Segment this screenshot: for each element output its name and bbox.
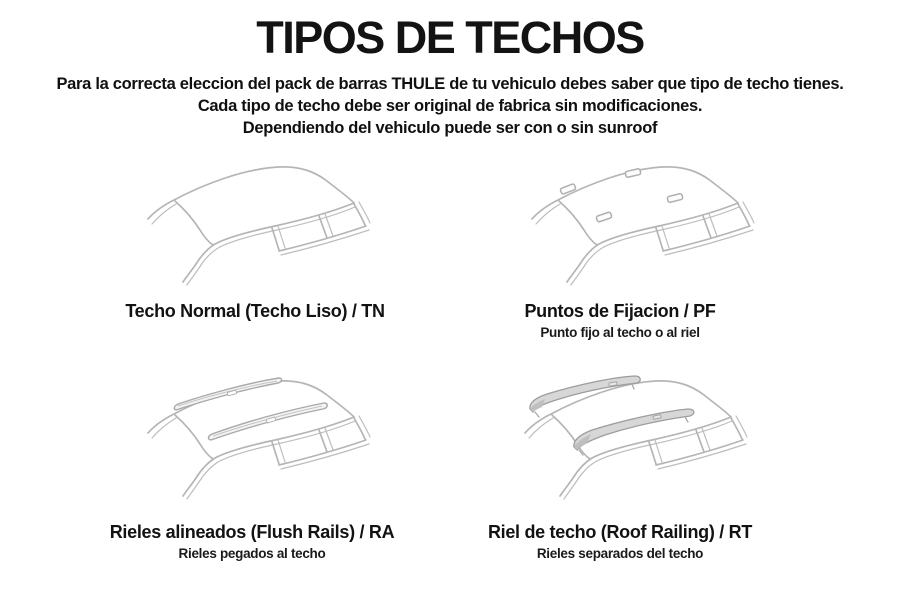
page-title: TIPOS DE TECHOS <box>256 12 644 63</box>
roof-type-caption-pf <box>400 300 840 341</box>
car-roof-railing-illustration <box>485 362 805 512</box>
flush-rails-roof-drawing <box>108 362 428 512</box>
intro-line-2: Cada tipo de techo debe ser original de fabrica sin modificaciones. <box>197 97 703 115</box>
roof-type-label-pf: Puntos de Fijacion / PF <box>524 301 716 321</box>
roof-type-sublabel-rt: Rieles separados del techo <box>536 546 704 561</box>
intro-text <box>0 73 900 139</box>
roof-type-caption-rt <box>400 521 840 562</box>
intro-line-1: Para la correcta eleccion del pack de barras THULE de tu vehiculo debes saber que tipo de techo tienes. <box>56 75 844 93</box>
roof-type-label-rt: Riel de techo (Roof Railing) / RT <box>487 522 753 542</box>
roof-type-label-tn: Techo Normal (Techo Liso) / TN <box>125 301 385 321</box>
roof-type-sublabel-pf: Punto fijo al techo o al riel <box>540 325 700 340</box>
roof-type-sublabel-ra: Rieles pegados al techo <box>178 546 326 561</box>
fixed-points-roof-drawing <box>492 148 812 298</box>
intro-line-3: Dependiendo del vehiculo puede ser con o sin sunroof <box>242 119 658 137</box>
roof-type-label-ra: Rieles alineados (Flush Rails) / RA <box>109 522 395 542</box>
car-roof-flushrails-illustration <box>108 362 428 512</box>
raised-roof-railing-drawing <box>485 362 805 512</box>
normal-smooth-roof-drawing <box>108 148 428 298</box>
car-roof-plain-illustration <box>108 148 428 298</box>
car-roof-fixpoints-illustration <box>492 148 812 298</box>
